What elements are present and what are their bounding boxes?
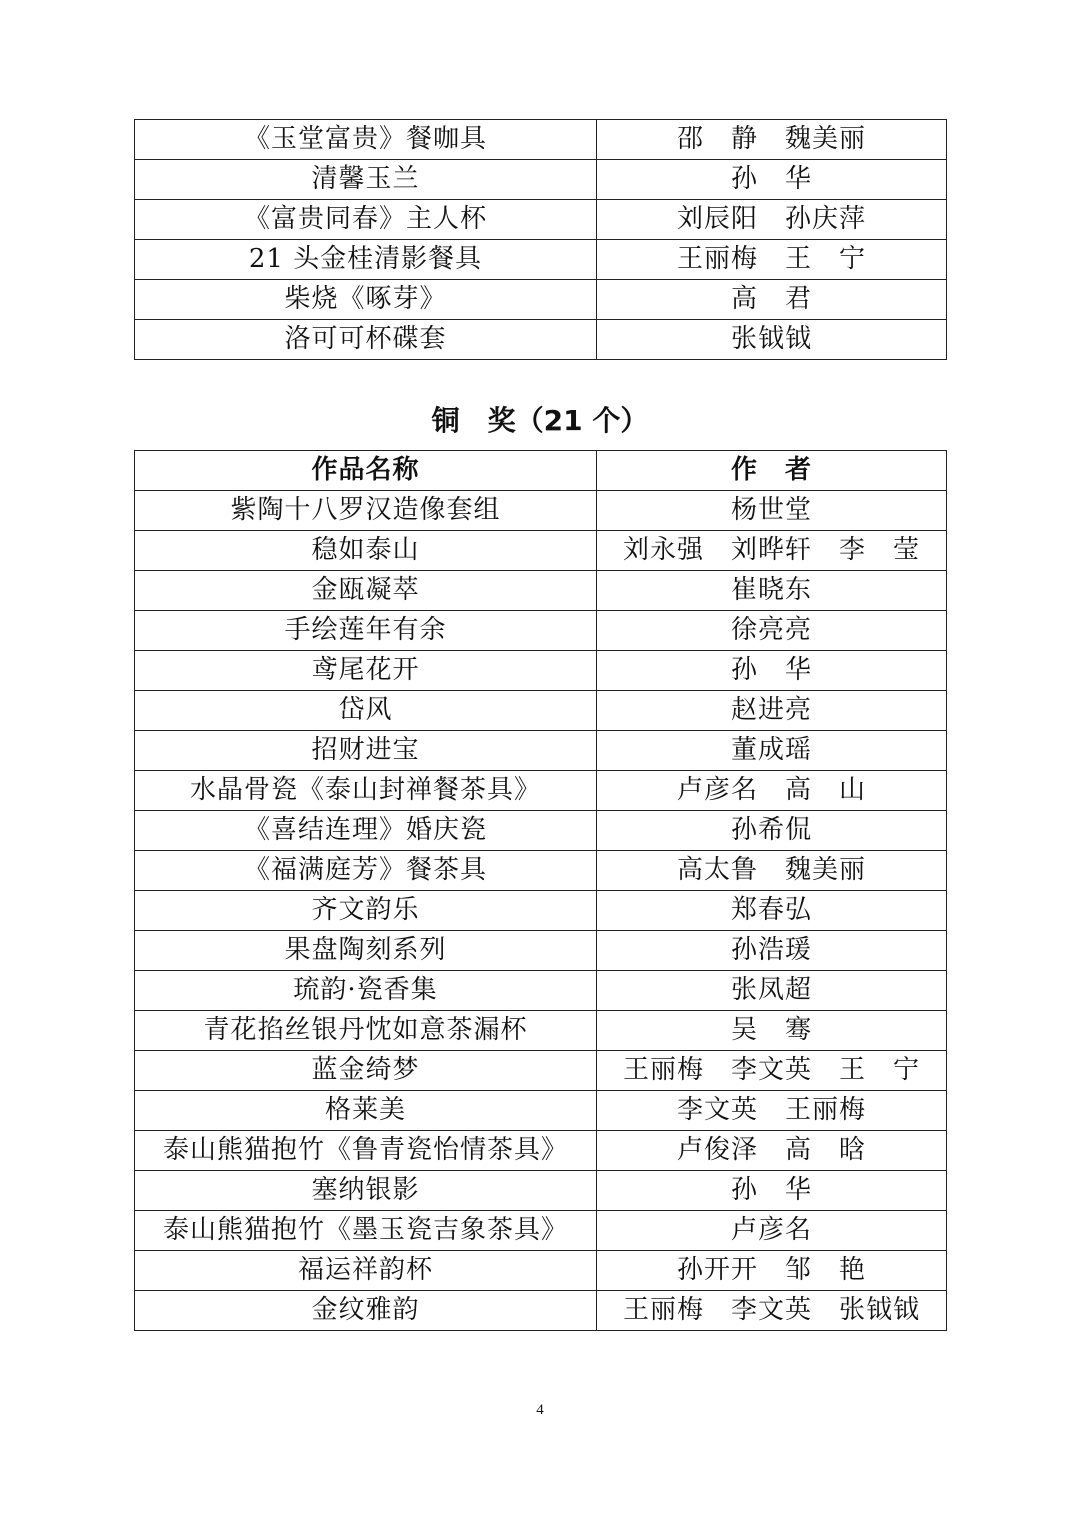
bronze-award-title: 铜 奖（21 个） (431, 404, 649, 437)
table-row (135, 1131, 947, 1171)
work-cell: 蓝金绮梦 (135, 1051, 597, 1091)
work-cell: 果盘陶刻系列 (135, 931, 597, 971)
work-cell: 福运祥韵杯 (135, 1251, 597, 1291)
table-row (135, 571, 947, 611)
author-cell: 卢俊泽 高 晗 (597, 1131, 947, 1171)
work-cell: 柴烧《啄芽》 (135, 280, 597, 320)
author-cell: 孙 华 (597, 651, 947, 691)
table-row (135, 200, 947, 240)
author-cell: 孙希侃 (597, 811, 947, 851)
work-cell: 稳如泰山 (135, 531, 597, 571)
author-cell: 王丽梅 李文英 王 宁 (597, 1051, 947, 1091)
work-cell: 21 头金桂清影餐具 (135, 240, 597, 280)
work-cell: 金纹雅韵 (135, 1291, 597, 1331)
author-cell: 孙开开 邹 艳 (597, 1251, 947, 1291)
author-cell: 孙浩瑗 (597, 931, 947, 971)
table-row (135, 160, 947, 200)
table-row (135, 1171, 947, 1211)
work-cell: 招财进宝 (135, 731, 597, 771)
table-row (135, 1211, 947, 1251)
table-row (135, 1051, 947, 1091)
table-row (135, 811, 947, 851)
table-row (135, 731, 947, 771)
work-cell: 《喜结连理》婚庆瓷 (135, 811, 597, 851)
table-row (135, 651, 947, 691)
table-row (135, 280, 947, 320)
author-cell: 吴 骞 (597, 1011, 947, 1051)
author-cell: 高太鲁 魏美丽 (597, 851, 947, 891)
author-cell: 郑春弘 (597, 891, 947, 931)
author-cell: 李文英 王丽梅 (597, 1091, 947, 1131)
work-cell: 齐文韵乐 (135, 891, 597, 931)
work-cell: 青花掐丝银丹忱如意茶漏杯 (135, 1011, 597, 1051)
table-row (135, 691, 947, 731)
table-row (135, 611, 947, 651)
bronze-award-table (134, 450, 947, 1331)
work-cell: 金瓯凝萃 (135, 571, 597, 611)
table-row (135, 1291, 947, 1331)
work-cell: 水晶骨瓷《泰山封禅餐茶具》 (135, 771, 597, 811)
author-cell: 董成瑶 (597, 731, 947, 771)
award-table-continued (134, 119, 947, 360)
work-cell: 鸢尾花开 (135, 651, 597, 691)
table-row (135, 491, 947, 531)
page-number: 4 (536, 1402, 544, 1418)
work-cell: 洛可可杯碟套 (135, 320, 597, 360)
author-cell: 崔晓东 (597, 571, 947, 611)
author-cell: 刘辰阳 孙庆萍 (597, 200, 947, 240)
author-cell: 张凤超 (597, 971, 947, 1011)
table-row (135, 320, 947, 360)
work-cell: 琉韵·瓷香集 (135, 971, 597, 1011)
table-row (135, 240, 947, 280)
table-row (135, 1251, 947, 1291)
table-row (135, 891, 947, 931)
author-cell: 王丽梅 李文英 张钺钺 (597, 1291, 947, 1331)
author-cell: 刘永强 刘晔轩 李 莹 (597, 531, 947, 571)
author-cell: 王丽梅 王 宁 (597, 240, 947, 280)
author-cell: 卢彦名 (597, 1211, 947, 1251)
work-cell: 泰山熊猫抱竹《鲁青瓷怡情茶具》 (135, 1131, 597, 1171)
header-work: 作品名称 (135, 451, 597, 491)
table-row (135, 971, 947, 1011)
work-cell: 紫陶十八罗汉造像套组 (135, 491, 597, 531)
author-cell: 邵 静 魏美丽 (597, 120, 947, 160)
table-row (135, 1011, 947, 1051)
work-cell: 岱风 (135, 691, 597, 731)
author-cell: 卢彦名 高 山 (597, 771, 947, 811)
author-cell: 高 君 (597, 280, 947, 320)
table-row (135, 1091, 947, 1131)
work-cell: 《福满庭芳》餐茶具 (135, 851, 597, 891)
work-cell: 《玉堂富贵》餐咖具 (135, 120, 597, 160)
table-row (135, 851, 947, 891)
table-row (135, 120, 947, 160)
author-cell: 赵进亮 (597, 691, 947, 731)
author-cell: 孙 华 (597, 160, 947, 200)
work-cell: 手绘莲年有余 (135, 611, 597, 651)
author-cell: 杨世堂 (597, 491, 947, 531)
author-cell: 徐亮亮 (597, 611, 947, 651)
author-cell: 孙 华 (597, 1171, 947, 1211)
table-row (135, 531, 947, 571)
table-row (135, 771, 947, 811)
work-cell: 《富贵同春》主人杯 (135, 200, 597, 240)
table-row (135, 931, 947, 971)
work-cell: 格莱美 (135, 1091, 597, 1131)
author-cell: 张钺钺 (597, 320, 947, 360)
header-author: 作 者 (597, 451, 947, 491)
work-cell: 泰山熊猫抱竹《墨玉瓷吉象茶具》 (135, 1211, 597, 1251)
work-cell: 清馨玉兰 (135, 160, 597, 200)
work-cell: 塞纳银影 (135, 1171, 597, 1211)
table-header-row (135, 451, 947, 491)
